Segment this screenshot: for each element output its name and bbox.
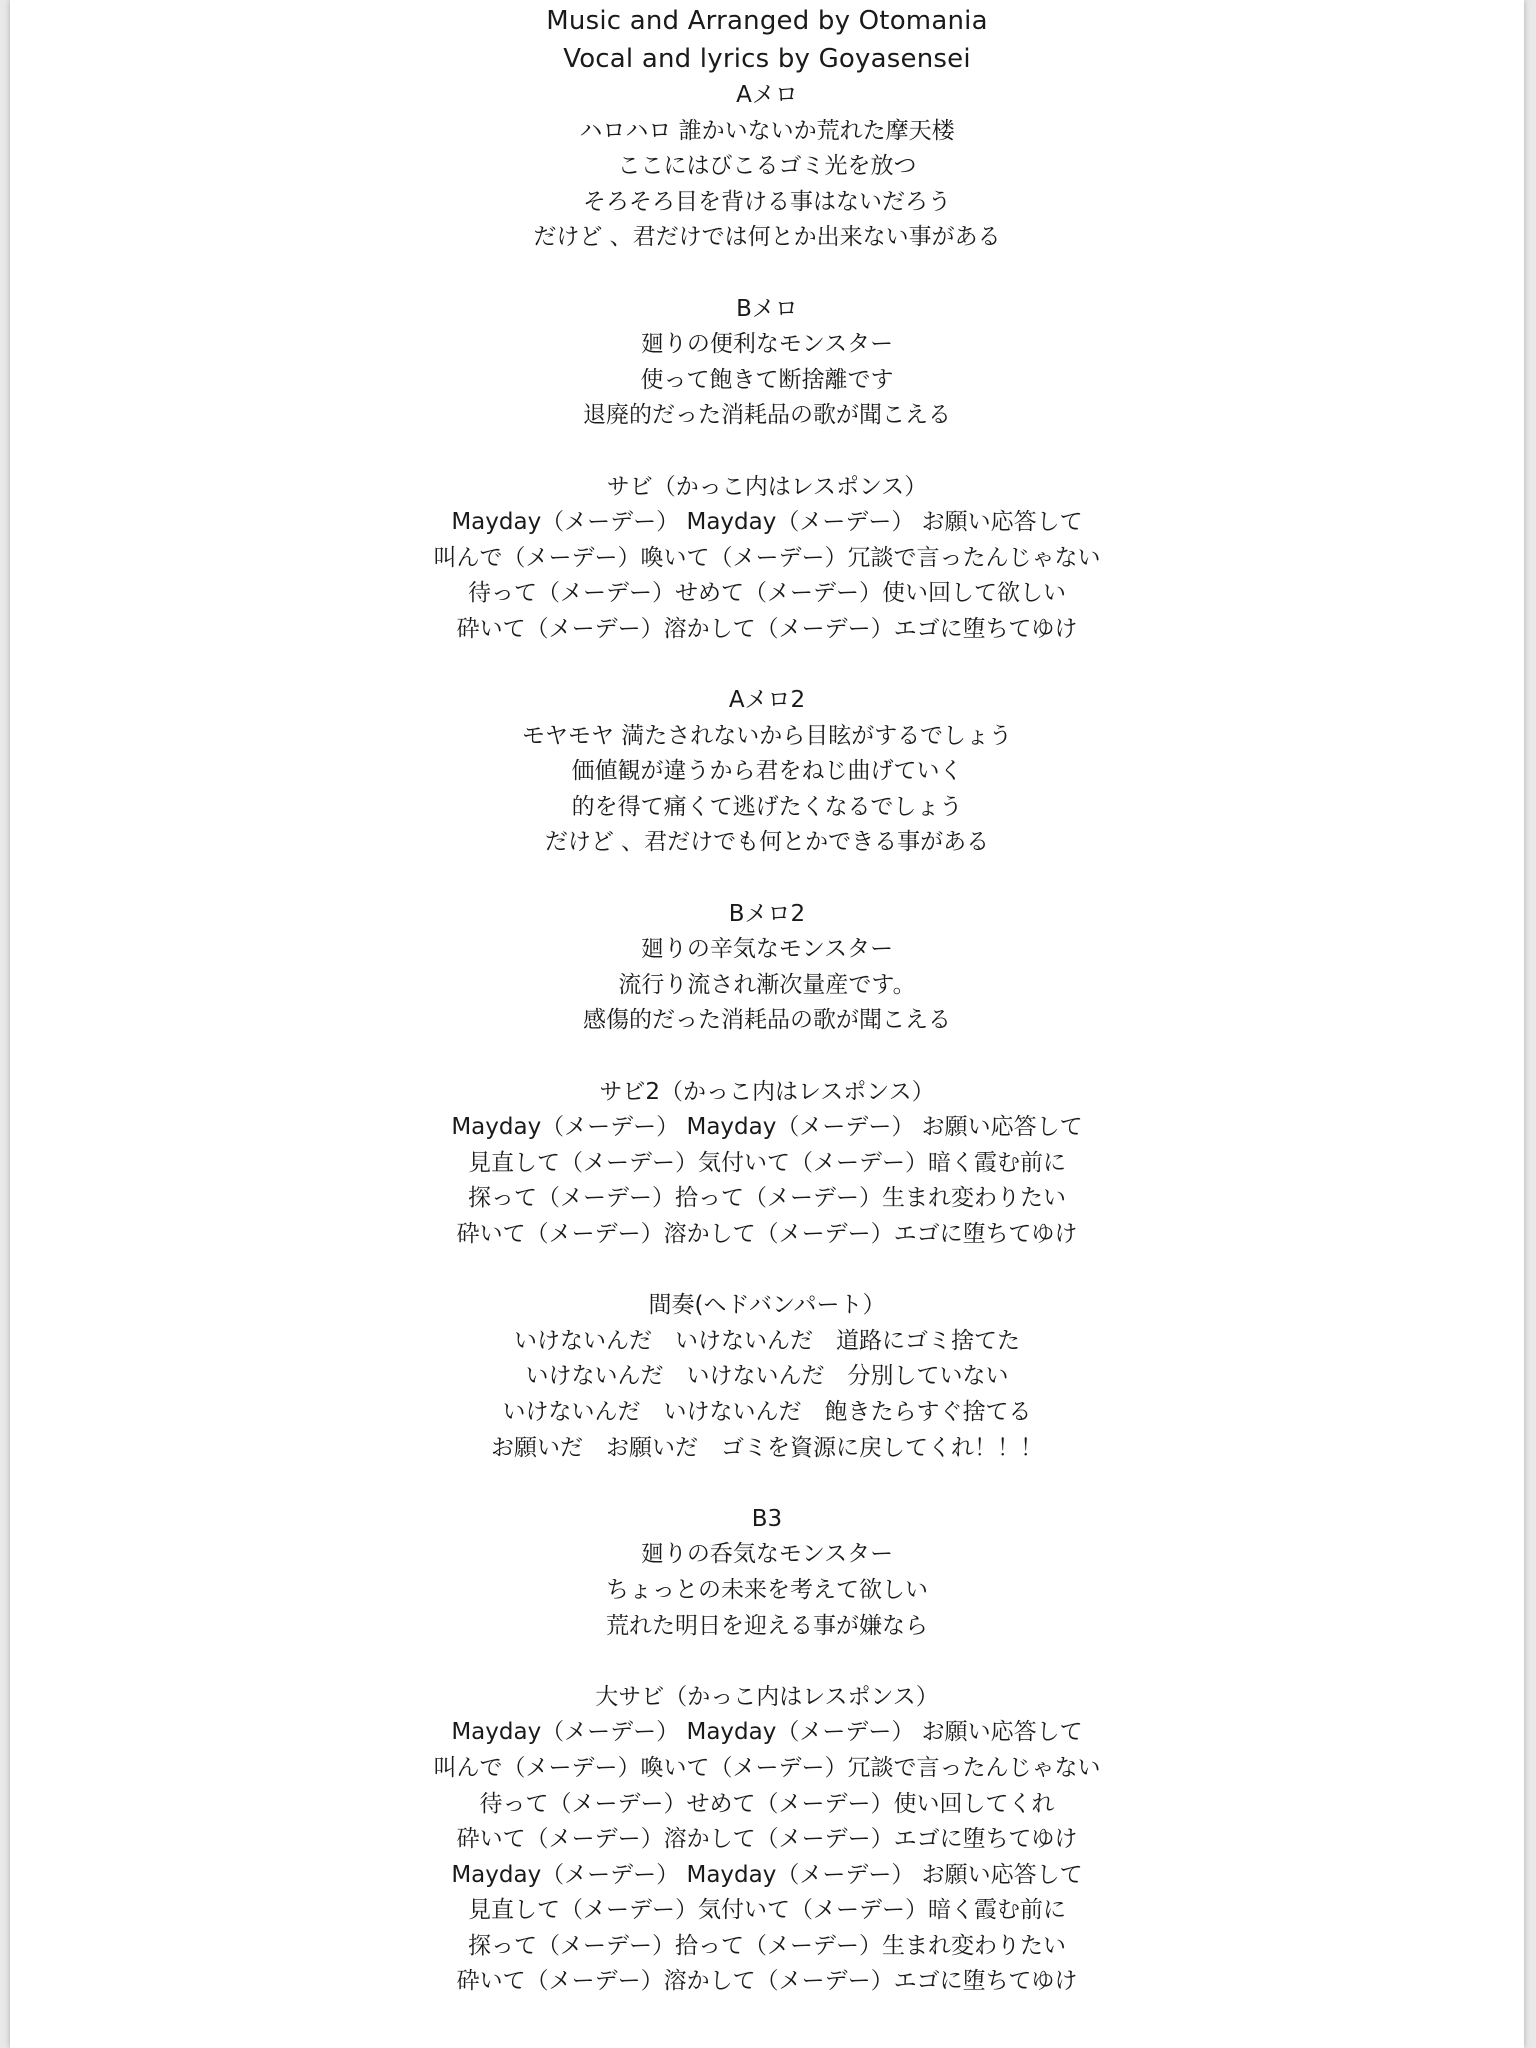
lyrics-page (10, 0, 1524, 2048)
lyrics-section (10, 470, 1524, 648)
lyric-line: 使って飽きて断捨離です (640, 366, 894, 393)
lyric-line: 廻りの呑気なモンスター (640, 1541, 894, 1568)
lyric-line: 荒れた明日を迎える事が嫌なら (606, 1612, 928, 1639)
section-title: Bメロ (736, 295, 798, 322)
lyric-line: 見直して（メーデー）気付いて（メーデー）暗く霞む前に (468, 1149, 1066, 1176)
lyric-line: 廻りの辛気なモンスター (640, 936, 894, 963)
lyric-line: 待って（メーデー）せめて（メーデー）使い回して欲しい (468, 580, 1066, 607)
lyrics-section (10, 1075, 1524, 1253)
section-title: Aメロ (736, 82, 798, 108)
lyric-line: いけないんだ いけないんだ 飽きたらすぐ捨てる (502, 1398, 1032, 1425)
lyric-line: 砕いて（メーデー）溶かして（メーデー）エゴに堕ちてゆけ (456, 1221, 1078, 1247)
lyric-line: 砕いて（メーデー）溶かして（メーデー）エゴに堕ちてゆけ (456, 1968, 1078, 1995)
lyrics-section (10, 897, 1524, 1039)
lyrics-section (10, 1288, 1524, 1466)
lyric-line: 待って（メーデー）せめて（メーデー）使い回してくれ (479, 1790, 1055, 1817)
vocal-credit: Vocal and lyrics by Goyasensei (563, 44, 971, 74)
lyrics-section (10, 683, 1524, 861)
credits (10, 2, 1524, 78)
lyric-line: 価値観が違うから君をねじ曲げていく (571, 758, 963, 785)
section-title: サビ（かっこ内はレスポンス） (606, 473, 928, 500)
section-title: Aメロ2 (728, 687, 806, 714)
lyric-line: 感傷的だった消耗品の歌が聞こえる (583, 1007, 951, 1034)
lyric-line: Mayday（メーデー） Mayday（メーデー） お願い応答して (451, 1861, 1083, 1888)
lyric-line: ハロハロ 誰かいないか荒れた摩天楼 (579, 117, 955, 144)
lyric-line: 探って（メーデー）拾って（メーデー）生まれ変わりたい (468, 1932, 1066, 1959)
lyric-line: 探って（メーデー）拾って（メーデー）生まれ変わりたい (468, 1185, 1066, 1212)
section-title: 大サビ（かっこ内はレスポンス） (595, 1683, 939, 1710)
music-credit: Music and Arranged by Otomania (546, 6, 988, 36)
lyric-line: お願いだ お願いだ ゴミを資源に戻してくれ！！！ (491, 1434, 1043, 1461)
lyrics-section (10, 1502, 1524, 1644)
lyric-line: モヤモヤ 満たされないから目眩がするでしょう (521, 722, 1013, 749)
lyric-line: いけないんだ いけないんだ 分別していない (525, 1363, 1009, 1390)
lyric-line: ここにはびこるゴミ光を放つ (617, 153, 917, 180)
lyrics-section (10, 78, 1524, 256)
lyric-line: 叫んで（メーデー）喚いて（メーデー）冗談で言ったんじゃない (433, 1754, 1101, 1781)
lyric-line: 退廃的だった消耗品の歌が聞こえる (583, 402, 951, 429)
lyrics-document (10, 2, 1524, 2000)
lyric-line: 砕いて（メーデー）溶かして（メーデー）エゴに堕ちてゆけ (456, 615, 1078, 642)
lyrics-section (10, 1680, 1524, 2000)
section-title: 間奏(ヘドバンパート） (648, 1292, 886, 1319)
lyric-line: 見直して（メーデー）気付いて（メーデー）暗く霞む前に (468, 1897, 1066, 1924)
lyric-line: だけど 、君だけでは何とか出来ない事がある (533, 224, 1001, 251)
lyric-line: 砕いて（メーデー）溶かして（メーデー）エゴに堕ちてゆけ (456, 1826, 1078, 1853)
lyric-line: 廻りの便利なモンスター (640, 331, 894, 358)
lyric-line: ちょっとの未来を考えて欲しい (606, 1576, 928, 1603)
lyric-line: Mayday（メーデー） Mayday（メーデー） お願い応答して (451, 1114, 1083, 1141)
lyric-line: いけないんだ いけないんだ 道路にゴミ捨てた (514, 1327, 1020, 1354)
lyric-line: 叫んで（メーデー）喚いて（メーデー）冗談で言ったんじゃない (433, 544, 1101, 571)
lyric-line: 的を得て痛くて逃げたくなるでしょう (571, 793, 963, 820)
lyrics-section (10, 292, 1524, 434)
section-title: Bメロ2 (728, 900, 806, 927)
lyric-line: 流行り流され漸次量産です。 (618, 971, 916, 998)
lyrics-sections (10, 78, 1524, 2000)
section-title: サビ2（かっこ内はレスポンス） (599, 1078, 935, 1105)
lyric-line: Mayday（メーデー） Mayday（メーデー） お願い応答して (451, 509, 1083, 536)
lyric-line: Mayday（メーデー） Mayday（メーデー） お願い応答して (451, 1719, 1083, 1746)
section-title: B3 (751, 1505, 783, 1532)
lyric-line: そろそろ目を背ける事はないだろう (583, 188, 951, 215)
lyric-line: だけど 、君だけでも何とかできる事がある (544, 829, 990, 856)
